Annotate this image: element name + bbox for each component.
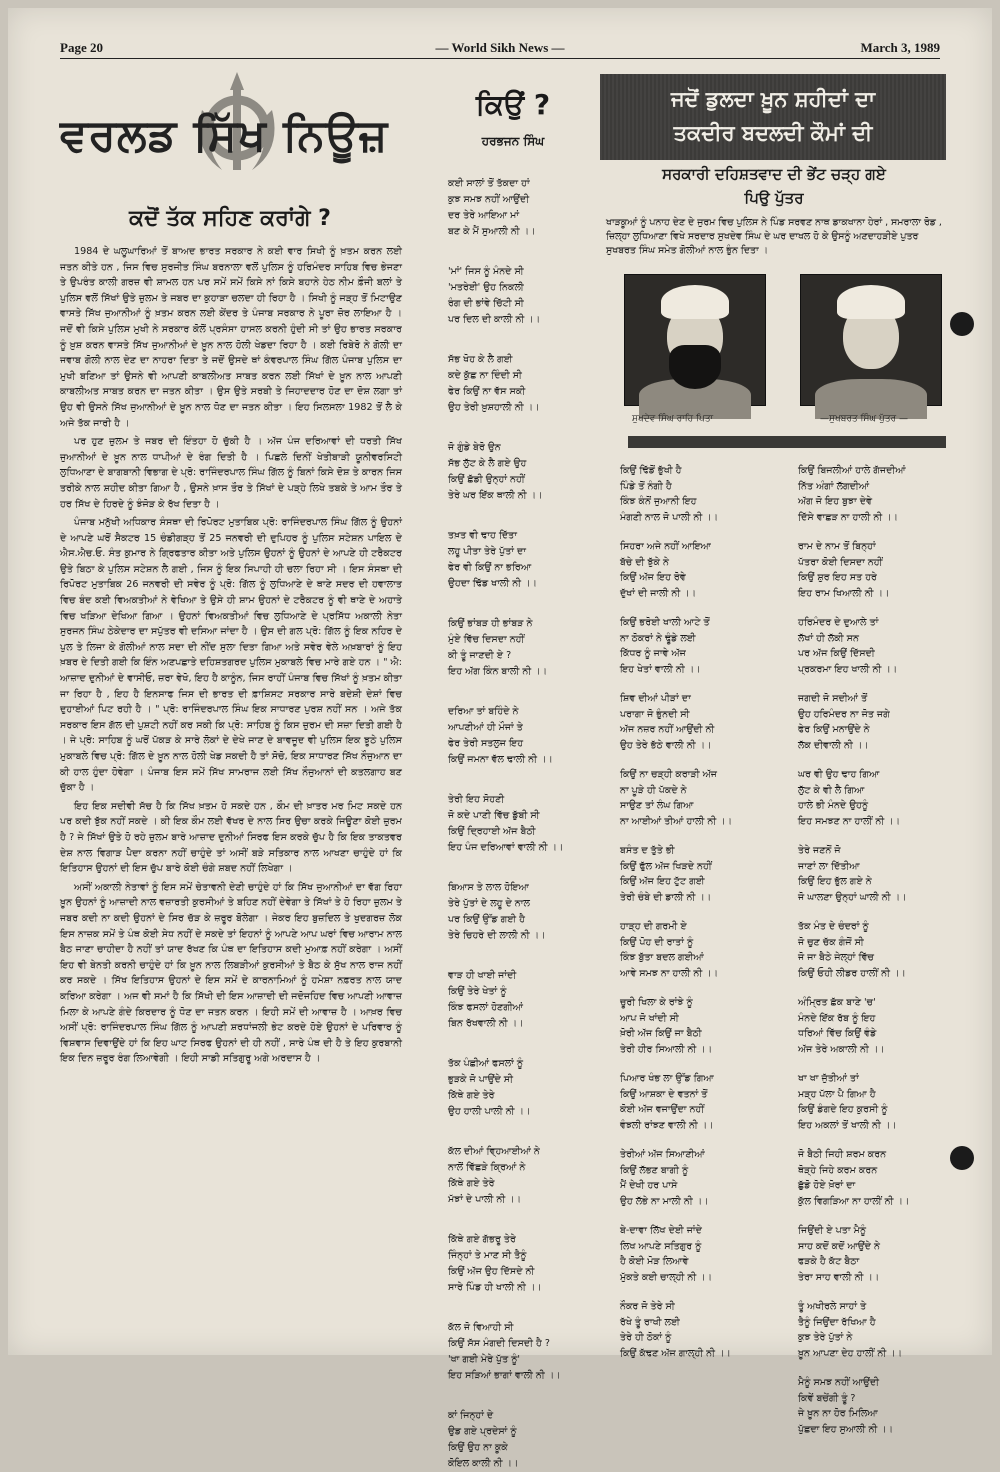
poem-line: ਕਿਉਂ ਫੁੱਲ ਅੱਜ ਖਿੜਦੇ ਨਹੀਂ [620,860,712,872]
poem-line: ਖ਼ੂਨ ਆਪਣਾ ਦੇਹ ਹਾਲੀਂ ਨੀ ।। [798,1347,903,1359]
poem-line: ਕਿਉਂ ਦ੍ਰਿਹਾਈ ਅੱਜ ਬੈਠੀ [448,826,536,837]
poem-line: ਨਾ ਠੋਕਰਾਂ ਨੇ ਢੂੰਡੇ ਲਈ [620,632,696,644]
poem-line: ਅੱਜ ਨਜ਼ਰ ਨਹੀਂ ਆਉਂਦੀ ਨੀ [620,724,715,735]
poem-line: ਕਿੱਥੇ ਗਏ ਤੇਰੇ [448,1178,495,1189]
poem-line: ਹੈ ਕੋਈ ਮੋੜ ਲਿਆਵੇ [620,1256,689,1267]
poem-line: ਕਿਉਂ ਸ਼ੁਰ ਇਹ ਸਤ ਹਰੇ [798,572,877,583]
poem-line: ਜੋ ਗੁੰਡੇ ਬੇਰੋ ਉਨ [448,442,501,453]
poem-line: ਵੰਝਲੀ ਰਾਂਝਣ ਵਾਲੀ ਨੀ ।। [620,1119,714,1131]
poem-line: ਜੋ ਘਾਲਣਾ ਉਨ੍ਹਾਂ ਘਾਲੀ ਨੀ ।। [798,891,907,903]
poem-line: ਕਿਉਂ ਅੱਜ ਇਹ ਰੋਵੇ [620,572,686,583]
poem-stanza [448,1408,598,1472]
poem-line: ਵਾੜ ਹੀ ਖਾਈ ਜਾਂਦੀ [448,970,517,981]
poem-stanza [620,691,770,753]
poem-stanza [448,1232,598,1296]
poem-line: ਕੋਇਲ ਕਾਲੀ ਨੀ ।। [448,1458,519,1469]
poem-line: 'ਮਤਰੇਈ' ਉਹ ਨਿਕਲੀ [448,282,524,293]
poem-line: ਨਾ ਆਈਆਂ ਤੀਆਂ ਹਾਲੀ ਨੀ ।। [620,815,733,827]
poem-line: ਕਿਉਂ ਆਸ਼ਕਾ ਦੇ ਵਤਨਾਂ ਤੋਂ [620,1088,708,1100]
poem-line: ਦਰ ਤੇਰੇ ਆਇਆ ਮਾਂ [448,210,520,221]
poem-line: ਦਿੱਸੇ ਵਾਛੜ ਨਾ ਹਾਲੀ ਨੀ ।। [798,511,898,523]
poem-line: ਜੇ ਖ਼ੂਨ ਨਾ ਹੋਰ ਮਿਲਿਆ [798,1408,878,1419]
poem-line: ਰੱਖੇ ਤੂੰ ਰਾਖੀ ਲਈ [620,1316,680,1328]
poem-line: ਧਰਿਆਂ ਵਿੱਚ ਕਿਉਂ ਵੰਡੇ [798,1028,877,1039]
poem-stanza [620,767,770,829]
poem-line: ਫੇਰ ਕਿਉਂ ਮਨਾਉਂਦੇ ਨੇ [798,724,870,735]
poem-line: ਤਖ਼ਤ ਵੀ ਢਾਹ ਦਿੱਤਾ [448,530,517,541]
poem-line: ਤੇਰੇ ਘਰ ਇੱਕ ਥਾਲੀ ਨੀ ।। [448,490,543,501]
poem-line: ਲੱਖਾਂ ਹੀ ਲੱਕੀ ਸਨ [798,632,859,644]
poem-line: ਤੇਰੀਆਂ ਅੱਜ ਸਿਆਣੀਆਂ [620,1149,705,1160]
poem-line: ਜੋ ਚੁਣ ਚੱਕ ਗੰਜੋਂ ਸੀ [798,936,864,948]
poem-stanza [620,843,770,905]
poem-stanza [620,1223,770,1285]
poem-line: ਜਿਉਂਦੀ ਏ ਪਤਾ ਮੈਨੂੰ [798,1225,867,1236]
son-caption: —ਸੁਖਬਰਤ ਸਿੰਘ ਪੁੱਤਰ — [820,414,908,424]
poem-line: ਖਾ ਖਾ ਜੁੱਤੀਆਂ ਤਾਂ [798,1073,859,1084]
poem-line: ਕਿਉਂ ਓਹੀ ਲੀਡਰ ਹਾਲੀਂ ਨੀ ।। [798,967,906,979]
poem-line: ਮੁੱਕਤੇ ਕਈ ਚਾਲ੍ਹੀ ਨੀ ।। [620,1271,713,1283]
editorial-headline: ਕਦੋਂ ਤੱਕ ਸਹਿਣ ਕਰਾਂਗੇ ? [129,206,331,231]
poem-line: ਤੇਰੀ ਹੀਰ ਸਿਆਲੀ ਨੀ ।। [620,1043,713,1055]
poem-line: ਅੱਗ ਜੋ ਇਹ ਬੁਝਾ ਦੇਵੇ [798,496,873,507]
poem-line: ਇਹ ਸੜਿਆਂ ਭਾਗਾਂ ਵਾਲੀ ਨੀ ।। [448,1370,561,1381]
poem-line: ਮੜ੍ਹ ਪੱਲਾ ਪੈ ਗਿਆ ਹੈ [798,1088,876,1100]
poem-stanza [448,968,598,1032]
poem-line: ਸਾਹ ਕਦੋਂ ਕਦੋਂ ਆਉਂਦੇ ਨੇ [798,1240,880,1252]
poem-column-right [798,463,948,1435]
poem-line: ਕਿਉਂ ਨਾ ਚੜ੍ਹੀ ਕਰਾੜੀ ਅੱਜ [620,769,717,780]
father-caption: ਸੁਖਦੇਵ ਸਿੰਘ ਰਾਹਿ ਪਿਤਾ [632,414,714,424]
poem-line: ਫੇਰ ਤੇਰੀ ਸਤਲੁਜ ਇਹ [448,738,524,749]
poem-stanza [798,691,948,753]
poem-line: ਆਪਣੀਆਂ ਹੀ ਮੌਜਾਂ ਤੇ [448,722,523,733]
poem-line: ਕਿੱਧਰ ਨੂੰ ਜਾਵੇ ਅੱਜ [620,648,686,659]
poem-line: ਉਹ ਲੱਭੇ ਨਾ ਮਾਲੀ ਨੀ ।। [620,1195,709,1207]
poem-stanza [448,176,598,240]
issue-date: March 3, 1989 [860,40,940,55]
poem-column [448,176,598,1469]
poem-line: ਕੀ ਤੂੰ ਜਾਣਦੀ ਏ ? [448,650,512,661]
poem-line: ਤੱਕ ਮੰਤ ਦੇ ਚੰਦਰਾਂ ਨੂੰ [798,921,869,932]
poem-stanza [448,264,598,328]
poem-line: ਸੱਭ ਲੁੱਟ ਕੇ ਲੈ ਗਏ ਉਹ [448,458,527,469]
editorial-paragraph: ਇਹ ਇਕ ਸਦੀਵੀ ਸੱਚ ਹੈ ਕਿ ਸਿੱਖ ਖ਼ਤਮ ਹੋ ਸਕਦੇ ਹਨ , ਕੌਮ ਦੀ ਖ਼ਾਤਰ ਮਰ ਮਿਟ ਸਕਦੇ ਹਨ ਪਰ ਕਦੀ ਝੁੱਕ ਨਹੀਂ ਸਕਦੇ । ਕੀ ਇਕ ਕੌਮ ਲਈ ਵੱਖਰ ਦੇ ਨਾਲ ਸਿਰ ਉਚਾ ਕਰਕੇ ਜਿਊਣਾ ਕੋਈ ਜ਼ੁਰਮ ਹੈ ? ਜੇ ਸਿੱਖਾਂ ਉਤੇ ਹੋ ਰਹੇ ਜ਼ੁਲਮ ਬਾਰੇ ਆਜ਼ਾਦ ਦੁਨੀਆਂ ਸਿਰਫ ਇਸ ਕਰਕੇ ਚੁੱਪ ਹੈ ਕਿ ਇਕ ਤਾਕਤਵਰ ਦੇਸ਼ ਨਾਲ ਵਿਗਾੜ ਪੈਦਾ ਕਰਨਾ ਨਹੀਂ ਚਾਹੁੰਦੇ ਤਾਂ ਅਸੀਂ ਬੜੇ ਸਤਿਕਾਰ ਨਾਲ ਆਖਣਾ ਚਾਹੁੰਦੇ ਹਾਂ ਕਿ ਇਤਿਹਾਸ ਉਹਨਾਂ ਦੀ ਇਸ ਚੁੱਪ ਬਾਰੇ ਕੋਈ ਚੰਗੇ ਸ਼ਬਦ ਨਹੀਂ ਲਿਖੇਗਾ । [60,800,402,875]
poem-line: ਸ਼ਿਵ ਦੀਆਂ ਪੀੜਾਂ ਦਾ [620,693,691,704]
poem-line: ਕਿਉਂ ਡੰਗਦੇ ਇਹ ਕੁਰਸੀ ਨੂੰ [798,1104,888,1115]
poem-line: ਰਾਮ ਦੇ ਨਾਮ ਤੋਂ ਬਿਨ੍ਹਾਂ [798,541,876,552]
poem-line: ਤੇਰੇ ਚਿਹਰੇ ਦੀ ਲਾਲੀ ਨੀ ।। [448,930,546,941]
poem-stanza [448,792,598,856]
binder-hole [950,312,974,336]
poem-line: ਲੱਕ ਦੀਵਾਲੀ ਨੀ ।। [798,739,869,751]
poem-stanza [620,539,770,601]
poem-stanza [620,919,770,981]
poem-line: ਪ੍ਰਕਰਮਾ ਇਹ ਖਾਲੀ ਨੀ ।। [798,663,898,675]
poem-line: ਫੜਕੇ ਹੈ ਕੱਟ ਬੈਠਾ [798,1256,860,1267]
poem-stanza [620,1071,770,1133]
poem-line: ਕੱਲ ਦੀਆਂ ਵ੍ਹਿਆਈਆਂ ਨੇ [448,1146,540,1157]
father-photo [624,274,766,406]
poem-stanza [448,528,598,592]
poem-line: ਜੋ ਜਾ ਬੈਠੇ ਜੇਲ੍ਹਾਂ ਵਿੱਚ [798,952,874,963]
poem-line: ਖ਼ੋਰੀ ਅੱਜ ਕਿਉਂ ਜਾ ਬੈਠੀ [620,1028,702,1039]
poem-stanza [448,1056,598,1120]
poem-line: ਕਿਉਂ ਭਾਂਬੜ ਹੀ ਭਾਂਬੜ ਨੇ [448,618,533,629]
poem-line: ਉਹ ਹਾਲੀ ਪਾਲੀ ਨੀ ।। [448,1106,531,1117]
poem-line: ਲੁੱਟ ਕੇ ਵੀ ਲੈ ਗਿਆ [798,784,865,796]
poem-line: ਮੈਨੂੰ ਸਮਝ ਨਹੀਂ ਆਉਂਦੀ [798,1377,880,1388]
poem-line: ਮੈਂ ਦੇਖੀ ਹਰ ਪਾਸੇ [620,1180,678,1191]
editorial-paragraph: ਪਰ ਹੁਣ ਜ਼ੁਲਮ ਤੇ ਜਬਰ ਦੀ ਇੰਤਹਾ ਹੋ ਚੁੱਕੀ ਹੈ । ਅੱਜ ਪੰਜ ਦਰਿਆਵਾਂ ਦੀ ਧਰਤੀ ਸਿੱਖ ਜੁਆਨੀਆਂ ਦੇ ਖ਼ੂਨ ਨਾਲ ਧਾਪੀਆਂ ਦੇ ਰੰਗ ਦਿਤੀ ਹੈ । ਪਿਛਲੇ ਦਿਨੀਂ ਖੇਤੀਬਾੜੀ ਯੂਨੀਵਰਸਿਟੀ ਲੁਧਿਆਣਾ ਦੇ ਬਾਗਬਾਨੀ ਵਿਭਾਗ ਦੇ ਪ੍ਰੋ: ਰਾਜਿੰਦਰਪਾਲ ਸਿੰਘ ਗਿੱਲ ਨੂੰ ਬਿਨਾਂ ਕਿਸੇ ਦੋਸ਼ ਤੇ ਕਾਰਨ ਜਿਸ ਤਰੀਕੇ ਨਾਲ ਸ਼ਹੀਦ ਕੀਤਾ ਗਿਆ ਹੈ , ਉਸਨੇ ਖ਼ਾਸ ਤੌਰ ਤੇ ਸਿੱਖਾਂ ਦੇ ਪੜ੍ਹੇ ਲਿਖੇ ਤਬਕੇ ਤੇ ਆਮ ਤੌਰ ਤੇ ਹਰ ਸਿੱਖ ਦੇ ਹਿਰਦੇ ਨੂੰ ਝੰਜੋੜ ਕੇ ਰੱਖ ਦਿਤਾ ਹੈ । [60,436,402,510]
poem-line: ਫੇਰ ਕਿਉਂ ਨਾ ਵੱਸ ਸਕੀ [448,386,526,397]
poem-line: ਨੌਕਰ ਜੋ ਤੇਰੇ ਸੀ [620,1301,675,1312]
poem-line: ਪਰ ਕਿਉਂ ਉੱਡ ਗਈ ਹੈ [448,914,525,925]
poem-line: ਹਰਿਮੰਦਰ ਦੇ ਦੁਆਲੇ ਤਾਂ [798,617,879,628]
editorial-paragraph: ਪੰਜਾਬ ਮਨੁੱਖੀ ਅਧਿਕਾਰ ਸੰਸਥਾ ਦੀ ਰਿਪੋਰਟ ਮੁਤਾਬਿਕ ਪ੍ਰੋ: ਰਾਜਿੰਦਰਪਾਲ ਸਿੰਘ ਗਿੱਲ ਨੂੰ ਉਹਨਾਂ ਦੇ ਆਪਣੇ ਘਰੋਂ ਸੈਕਟਰ 15 ਚੰਡੀਗੜ੍ਹ ਤੋਂ 25 ਜਨਵਰੀ ਦੀ ਦੁਪਿਹਰ ਨੂੰ ਪੁਲਿਸ ਸਟੇਸ਼ਨ ਪਾਇਲ ਦੇ ਐਸ.ਐਚ.ਓ. ਸੰਤ ਕੁਮਾਰ ਨੇ ਗ੍ਰਿਫਤਾਰ ਕੀਤਾ ਅਤੇ ਪੁਲਿਸ ਉਹਨਾਂ ਨੂੰ ਉਹਨਾਂ ਦੇ ਆਪਣੇ ਹੀ ਟਰੈਕਟਰ ਉਤੇ ਬਿਠਾ ਕੇ ਪੁਲਿਸ ਸਟੇਸ਼ਨ ਲੈ ਗਈ , ਜਿਸ ਨੂੰ ਇਕ ਸਿਪਾਹੀ ਹੀ ਚਲਾ ਰਿਹਾ ਸੀ । ਇਸ ਸੰਸਥਾ ਦੀ ਰਿਪੋਰਟ ਮੁਤਾਬਿਕ 26 ਜਨਵਰੀ ਦੀ ਸਵੇਰ ਨੂੰ ਪ੍ਰੋ: ਗਿੱਲ ਨੂੰ ਲੁਧਿਆਣੇ ਦੇ ਥਾਣੇ ਸਦਰ ਦੀ ਹਵਾਲਾਤ ਵਿਚ ਬੰਦ ਕਈ ਵਿਅਕਤੀਆਂ ਨੇ ਵੇਖਿਆ ਤੇ ਉਸੇ ਹੀ ਸ਼ਾਮ ਉਹਨਾਂ ਦੇ ਟਰੈਕਟਰ ਨੂੰ ਵੀ ਥਾਣੇ ਦੇ ਅਹਾਤੇ ਵਿਚ ਖੜਿਆ ਦੇਖਿਆ ਗਿਆ । ਉਹਨਾਂ ਵਿਅਕਤੀਆਂ ਵਿਚ ਲੁਧਿਆਣੇ ਦੇ ਪ੍ਰਸਿੱਧ ਅਕਾਲੀ ਨੇਤਾ ਸੁਰਜਨ ਸਿੰਘ ਠੇਕੇਦਾਰ ਦਾ ਸਪੁੱਤਰ ਵੀ ਦਸਿਆ ਜਾਂਦਾ ਹੈ । ਉਸ ਦੀ ਗਲ ਪ੍ਰੋ: ਗਿੱਲ ਨੂੰ ਇਕ ਨਹਿਰ ਦੇ ਪੁਲ ਤੇ ਲਿਜਾ ਕੇ ਗੋਲੀਆਂ ਨਾਲ ਸਦਾ ਦੀ ਨੀਂਦ ਸੁਲਾ ਦਿਤਾ ਗਿਆ ਅਤੇ ਸਵੇਰ ਵੇਲੇ ਅਖ਼ਬਾਰਾਂ ਨੂੰ ਇਹ ਖ਼ਬਰ ਦੇ ਦਿਤੀ ਗਈ ਕਿ ਇੰਨ ਅਣਪਛਾਤੇ ਦਹਿਸ਼ਤਗਰਦ ਪੁਲਿਸ ਮੁਕਾਬਲੇ ਵਿਚ ਮਾਰੇ ਗਏ ਹਨ । " ਐ: ਆਜ਼ਾਦ ਦੁਨੀਆਂ ਦੇ ਵਾਸੀਓ, ਜ਼ਰਾ ਵੇਖੋ, ਇਹ ਹੈ ਕਾਨੂੰਨ, ਜਿਸ ਰਾਹੀਂ ਪੰਜਾਬ ਵਿਚ ਸਿੱਖਾਂ ਨੂੰ ਖ਼ਤਮ ਕੀਤਾ ਜਾ ਰਿਹਾ ਹੈ , ਇਹ ਹੈ ਇਨਸਾਫ ਜਿਸ ਦੀ ਭਾਰਤ ਦੀ ਫ਼ਾਸ਼ਿਸਟ ਸਰਕਾਰ ਸਾਰੇ ਬਦੇਸ਼ੀ ਦੇਸ਼ਾਂ ਵਿਚ ਦੁਹਾਈਆਂ ਪਿਟ ਰਹੀ ਹੈ । " ਪ੍ਰੋ: ਰਾਜਿੰਦਰਪਾਲ ਸਿੰਘ ਇਕ ਸਾਧਾਰਣ ਪੁਰਸ਼ ਨਹੀਂ ਸਨ । ਅਜੇ ਤੱਕ ਸਰਕਾਰ ਇਸ ਗੱਲ ਦੀ ਪੁਸ਼ਟੀ ਨਹੀਂ ਕਰ ਸਕੀ ਕਿ ਪ੍ਰੋ: ਸਾਹਿਬ ਨੂੰ ਕਿਸ ਜ਼ੁਰਮ ਦੀ ਸਜ਼ਾ ਦਿਤੀ ਗਈ ਹੈ । ਜੇ ਪ੍ਰੋ: ਸਾਹਿਬ ਨੂੰ ਘਰੋਂ ਪੱਕੜ ਕੇ ਸਾਰੇ ਲੋਕਾਂ ਦੇ ਦੇਖੇ ਜਾਣ ਦੇ ਬਾਵਜੂਦ ਵੀ ਪੁਲਿਸ ਇਕ ਝੂਠੇ ਪੁਲਿਸ ਮੁਕਾਬਲੇ ਵਿਚ ਪ੍ਰੋ: ਗਿੱਲ ਦੇ ਖ਼ੂਨ ਨਾਲ ਹੋਲੀ ਖੇਡ ਸਕਦੀ ਹੈ ਤਾਂ ਸੋਚੋ, ਇਕ ਸਾਧਾਰਣ ਸਿੱਖ ਨੌਜੁਆਨ ਦਾ ਕੀ ਹਾਲ ਹੁੰਦਾ ਹੋਵੇਗਾ । ਪੰਜਾਬ ਇਸ ਸਮੇਂ ਸਿੱਖ ਸਾਮਰਾਜ ਲਈ ਸਿੱਖ ਨੌਜੁਆਨਾਂ ਦੀ ਕਤਲਗਾਹ ਬਣ ਚੁੱਕਾ ਹੈ । [60,517,402,794]
poem-line: ਤੇਰਾ ਸਾਹ ਵਾਲੀ ਨੀ ।। [798,1271,880,1283]
poem-line: ਮੰਗਣੀ ਨਾਲ ਜੋ ਪਾਲੀ ਨੀ ।। [620,511,719,523]
poem-line: ਬੱਚੇ ਦੀ ਝੁੱਕੇ ਨੇ [620,556,669,568]
poem-line: ਕਿਉਂ ਸੱਸ ਮੰਗਦੀ ਦਿਸਦੀ ਹੈ ? [448,1338,550,1349]
poem-line: ਇਹ ਸਮਝਣ ਨਾ ਹਾਲੀਂ ਨੀ ।। [798,815,901,827]
poem-line: ਕਿਉਂ ਪੋਹ ਦੀ ਰਾਤਾਂ ਨੂੰ [620,936,694,948]
poem-line: ਸੱਭ ਖੋਹ ਕੇ ਲੈ ਗਈ [448,354,513,365]
poem-line: ਤੇਰੀ ਇਹ ਸੋਹਣੀ [448,794,505,805]
poem-line: 'ਖਾ ਗਈ ਮੇਰੇ ਪੁੱਤ ਨੂੰ' [448,1354,520,1365]
poem-stanza [620,995,770,1057]
poem-stanza [448,440,598,504]
poem-line: ਥੋੜ੍ਹੇ ਜਿਹੇ ਕਰਮ ਕਰਨ [798,1164,878,1176]
poem-line: ਚੂਰੀ ਖਿਲਾ ਕੇ ਰਾਂਝੇ ਨੂੰ [620,997,693,1008]
poem-line: ਬੇ-ਦਾਵਾ ਲਿੱਖ ਦੇਈ ਜਾਂਦੇ [620,1225,702,1236]
poem-line: ਕਿੱਥੇ ਗਏ ਤੇਰੇ [448,1090,495,1101]
poem-line: ਉਹ ਤੇਰੀ ਖ਼ੁਸ਼ਹਾਲੀ ਨੀ ।। [448,402,540,413]
poem-line: ਬਿਆਸ ਤੇ ਲਾਲ ਹੋਇਆ [448,882,529,893]
poem-stanza [798,615,948,677]
poem-line: ਕਿਉਂ ਲੱਭਣ ਬਾਗੀ ਨੂੰ [620,1164,689,1176]
poem-line: ਰੰਗ ਦੀ ਭਾਂਵੇ ਚਿੱਟੀ ਸੀ [448,298,524,309]
poem-line: ਹਾਲੇ ਭੀ ਮੰਨਦੇ ਉਹਨੂੰ [798,800,869,811]
poem-line: ਇਹ ਪੰਜ ਦਰਿਆਵਾਂ ਵਾਲੀ ਨੀ ।। [448,842,564,853]
poem-line: ਉਹ ਤੇਰੇ ਭੱਠੇ ਵਾਲੀ ਨੀ ।। [620,739,712,751]
feature-headline-line-1: ਸਰਕਾਰੀ ਦਹਿਸ਼ਤਵਾਦ ਦੀ ਭੇਂਟ ਚੜ੍ਹ ਗਏ [662,165,886,183]
poem-line: ਕਈ ਸਾਲਾਂ ਤੋਂ ਤੱਕਦਾ ਹਾਂ [448,178,530,189]
poem-line: ਕਿਉਂ ਜਮਨਾ ਵੱਲ ਢਾਲੀ ਨੀ ।। [448,754,553,765]
poem-line: ਕਿਉਂ ਇਹ ਭੁੱਲ ਗਏ ਨੇ [798,876,872,887]
poem-line: ਭੁੜਕੇ ਜੋ ਪਾਉਂਦੇ ਸੀ [448,1074,513,1085]
poem-line: ਸਾਰੇ ਪਿੰਡ ਹੀ ਖਾਲੀ ਨੀ ।। [448,1282,542,1293]
feature-lead: ਖਾੜਕੂਆਂ ਨੂੰ ਪਨਾਹ ਦੇਣ ਦੇ ਜੁਰਮ ਵਿਚ ਪੁਲਿਸ ਨੇ ਪਿੰਡ ਸਰਵਣ ਨਾਥ ਡਾਕਖਾਨਾ ਹੇਰਾਂ , ਸਮਰਾਲਾ ਰੋਡ , ਜ਼ਿਲ੍ਹਾ ਲੁਧਿਆਣਾ ਵਿਖੇ ਸਰਦਾਰ ਸੁਖਦੇਵ ਸਿੰਘ ਦੇ ਘਰ ਦਾਖਲ ਹੋ ਕੇ ਉਸਨੂੰ ਅਣਦਾਹੜੀਏ ਪੁਤਰ ਸੁਖਬਰਤ ਸਿੰਘ ਸਮੇਤ ਗੋਲੀਆਂ ਨਾਲ ਭੁੰਨ ਦਿਤਾ । [606,217,942,256]
poem-line: 'ਮਾਂ' ਜਿਸ ਨੂੰ ਮੰਨਦੇ ਸੀ [448,266,524,277]
poem-stanza [448,352,598,416]
poem-line: ਕਾਂ ਜਿਨ੍ਹਾਂ ਦੇ [448,1410,494,1421]
editorial-paragraph: 1984 ਦੇ ਘਲੂਘਾਰਿਆਂ ਤੋਂ ਬਾਅਦ ਭਾਰਤ ਸਰਕਾਰ ਨੇ ਕਈ ਵਾਰ ਸਿਖੀ ਨੂੰ ਖ਼ਤਮ ਕਰਨ ਲਈ ਜਤਨ ਕੀਤੇ ਹਨ , ਜਿਸ ਵਿਚ ਸੁਰਜੀਤ ਸਿੰਘ ਬਰਨਾਲਾ ਵਲੋਂ ਪੁਲਿਸ ਨੂੰ ਹਰਿਮੰਦਰ ਸਾਹਿਬ ਵਿਚ ਭੇਜਣਾ ਤੇ ਉਪਰੰਤ ਕਾਲੀ ਗਰਜ਼ ਵੀ ਸ਼ਾਮਲ ਹਨ ਪਰ ਸਮੇਂ ਸਮੇਂ ਕਿਸੇ ਨਾਂ ਕਿਸੇ ਬਹਾਨੇ ਹੇਠ ਨੀਮ ਫ਼ੌਜੀ ਬਲਾਂ ਤੇ ਪੁਲਿਸ ਵਲੋਂ ਸਿੱਖਾਂ ਉਤੇ ਜ਼ੁਲਮ ਤੇ ਜਬਰ ਦਾ ਕੁਹਾੜਾ ਚਲਦਾ ਹੀ ਰਿਹਾ ਹੈ । ਸਿਖੀ ਨੂੰ ਜੜ੍ਹ ਤੋਂ ਮਿਟਾਉਣ ਵਾਸਤੇ ਸਿੱਖ ਜੁਆਨੀਆਂ ਨੂੰ ਖ਼ਤਮ ਕਰਨ ਲਈ ਕੇਂਦਰ ਤੇ ਪੰਜਾਬ ਸਰਕਾਰ ਨੇ ਪੂਰਾ ਜ਼ੋਰ ਲਾਇਆ ਹੈ । ਜਦੋਂ ਵੀ ਕਿਸੇ ਪੁਲਿਸ ਮੁਖੀ ਨੇ ਸਰਕਾਰ ਕੋਲੋਂ ਪ੍ਰਸੰਸਾ ਹਾਸਲ ਕਰਨੀ ਹੁੰਦੀ ਸੀ ਤਾਂ ਉਹ ਭਾਰਤ ਸਰਕਾਰ ਨੂੰ ਖ਼ੁਸ਼ ਕਰਨ ਵਾਸਤੇ ਸਿੱਖ ਜੁਆਨੀਆਂ ਦੇ ਖ਼ੂਨ ਨਾਲ ਹੋਲੀ ਖੇਡਦਾ ਰਿਹਾ ਹੈ । ਕਈ ਰਿਬੇਰੋ ਨੇ ਗੋਲੀ ਦਾ ਜਵਾਬ ਗੋਲੀ ਨਾਲ ਦੇਣ ਦਾ ਨਾਹਰਾ ਦਿਤਾ ਤੇ ਜਦੋਂ ਉਸਦੇ ਥਾਂ ਕੰਵਰਪਾਲ ਸਿੰਘ ਗਿੱਲ ਪੰਜਾਬ ਪੁਲਿਸ ਦਾ ਮੁਖੀ ਬਣਿਆ ਤਾਂ ਉਸਨੇ ਵੀ ਆਪਣੀ ਕਾਬਲੀਅਤ ਸਾਬਤ ਕਰਨ ਲਈ ਸਿੱਖਾਂ ਦੇ ਖ਼ੂਨ ਨਾਲ ਆਪਣੀ ਕਾਬਲੀਅਤ ਸਾਬਤ ਕਰਨ ਦਾ ਜਤਨ ਕੀਤਾ । ਉਸ ਉਤੇ ਸਰਬੀ ਤੇ ਜਿਹਾਦਦਾਰ ਹੋਣ ਦਾ ਦੋਸ਼ ਲਗਾ ਤਾਂ ਉਹ ਵੀ ਉਸਨੇ ਸਿੱਖ ਜੁਆਨੀਆਂ ਦੇ ਖ਼ੂਨ ਨਾਲ ਧੋਣ ਦਾ ਜਤਨ ਕੀਤਾ । ਇਹ ਸਿਲਸਲਾ 1982 ਤੋਂ ਲੈ ਕੇ ਅਜੇ ਤੱਕ ਜਾਰੀ ਹੈ । [60,246,402,429]
poem-line: ਮੱਝਾਂ ਦੇ ਪਾਲੀ ਨੀ ।। [448,1194,522,1205]
poem-line: ਉਹ ਹਰਿਮੰਦਰ ਨਾ ਜੋਤ ਜਗੇ [798,708,890,720]
poem-line: ਲਹੂ ਪੀਤਾ ਤੇਰੇ ਪੁੱਤਾਂ ਦਾ [448,546,526,557]
poem-line: ਇਹ ਖੇਤਾਂ ਵਾਲੀ ਨੀ ।। [620,663,701,675]
poem-line: ਪਰਾਗਾ ਜੋ ਭੁੰਨਦੀ ਸੀ [620,708,690,720]
banner-line-1: ਜਦੋਂ ਡੁਲਦਾ ਖ਼ੂਨ ਸ਼ਹੀਦਾਂ ਦਾ [670,87,876,111]
poem-line: ਕਿੰਝ ਕੰਨੋਂ ਜੁਆਨੀ ਇਹ [620,496,697,507]
poem-stanza [620,615,770,677]
poem-author: ਹਰਭਜਨ ਸਿੰਘ [481,134,545,148]
poem-line: ਪੱਤਰਾ ਕੋਈ ਦਿਸਦਾ ਨਹੀਂ [798,556,883,568]
poem-line: ਕਿਉਂ ਢਿੱਡੋਂ ਭੁੱਖੀ ਹੈ [620,465,682,476]
section-divider [628,436,946,448]
poem-stanza [798,1071,948,1133]
editorial-paragraph: ਅਸੀਂ ਅਕਾਲੀ ਨੇਤਾਵਾਂ ਨੂੰ ਇਸ ਸਮੇਂ ਚੇਤਾਵਨੀ ਦੇਣੀ ਚਾਹੁੰਦੇ ਹਾਂ ਕਿ ਸਿੱਖ ਜੁਆਨੀਆਂ ਦਾ ਵੱਗ ਰਿਹਾ ਖ਼ੂਨ ਉਹਨਾਂ ਨੂੰ ਆਜ਼ਾਦੀ ਨਾਲ ਵਜ਼ਾਰਤੀ ਕੁਰਸੀਆਂ ਤੇ ਬਹਿਣ ਨਹੀਂ ਦੇਵੇਗਾ ਤੇ ਸਿੱਖਾਂ ਤੇ ਹੋ ਰਿਹਾ ਜ਼ੁਲਮ ਤੇ ਜਬਰ ਕਦੀ ਨਾ ਕਦੀ ਉਹਨਾਂ ਦੇ ਸਿਰ ਚੱੜ ਕੇ ਜ਼ਰੂਰ ਬੋਲੇਗਾ । ਜੇਕਰ ਇਹ ਬੁਜ਼ਦਿਲ ਤੇ ਖੁਦਗਰਜ਼ ਲੋਕ ਇਸ ਨਾਜ਼ਕ ਸਮੇਂ ਤੇ ਪੰਥ ਕੋਈ ਸੇਧ ਨਹੀਂ ਦੇ ਸਕਦੇ ਤਾਂ ਇਹਨਾਂ ਨੂੰ ਆਪਣੇ ਆਪ ਘਰਾਂ ਵਿਚ ਆਰਾਮ ਨਾਲ ਬੈਠ ਜਾਣਾ ਚਾਹੀਦਾ ਹੈ ਨਹੀਂ ਤਾਂ ਯਾਦ ਰੱਖਣ ਕਿ ਪੰਥ ਦਾ ਇਤਿਹਾਸ ਕਦੀ ਮੁਆਫ਼ ਨਹੀਂ ਕਰੇਗਾ । ਅਸੀਂ ਇਹ ਵੀ ਬੇਨਤੀ ਕਰਨੀ ਚਾਹੁੰਦੇ ਹਾਂ ਕਿ ਖ਼ੂਨ ਨਾਲ ਲਿਬੜੀਆਂ ਕੁਰਸੀਆਂ ਤੇ ਬੈਠ ਕੇ ਸੁੱਖ ਨਾਲ ਰਾਜ ਨਹੀਂ ਕਰ ਸਕਦੇ । ਸਿੱਖ ਇਤਿਹਾਸ ਉਹਨਾਂ ਦੇ ਇਸ ਸਮੇਂ ਦੇ ਕਾਰਨਾਮਿਆਂ ਨੂੰ ਹਮੇਸ਼ਾ ਨਫ਼ਰਤ ਨਾਲ ਯਾਦ ਕਰਿਆ ਕਰੇਗਾ । ਅਜ ਵੀ ਸਮਾਂ ਹੈ ਕਿ ਸਿੱਖੀ ਦੀ ਇਸ ਆਜ਼ਾਦੀ ਦੀ ਜਦੋਜਹਿਦ ਵਿਚ ਆਪਣੀ ਆਵਾਜ਼ ਮਿਲਾ ਕੇ ਆਪਣੇ ਗੰਦੇ ਕਿਰਦਾਰ ਨੂੰ ਧੋਣ ਦਾ ਜਤਨ ਕਰਨ । ਇਹੀ ਸਮੇਂ ਦੀ ਆਵਾਜ਼ ਹੈ । ਆਖ਼ਰ ਵਿਚ ਅਸੀਂ ਪ੍ਰੋ: ਰਾਜਿੰਦਰਪਾਲ ਸਿੰਘ ਗਿੱਲ ਨੂੰ ਆਪਣੀ ਸ਼ਰਧਾਂਜਲੀ ਭੇਟ ਕਰਦੇ ਹੋਏ ਉਹਨਾਂ ਦੇ ਪਰਿਵਾਰ ਨੂੰ ਵਿਸ਼ਵਾਸ ਦਿਵਾਉਂਦੇ ਹਾਂ ਕਿ ਇਹ ਘਾਟ ਸਿਰਫ ਉਹਨਾਂ ਦੀ ਹੀ ਨਹੀਂ , ਸਾਰੇ ਪੰਥ ਦੀ ਹੈ ਤੇ ਇਹ ਕੁਰਬਾਨੀ ਇਕ ਦਿਨ ਜ਼ਰੂਰ ਰੰਗ ਲਿਆਵੇਗੀ । ਇਹੀ ਸਾਡੀ ਸਤਿਗੁਰੂ ਅਗੇ ਅਰਦਾਸ ਹੈ । [60,881,402,1065]
poem-line: ਸਿਹਰਾ ਅਜੇ ਨਹੀਂ ਆਇਆ [620,541,711,552]
poem-line: ਦਰਿਆ ਤਾਂ ਬਹਿੰਦੇ ਨੇ [448,706,519,717]
feature-headline [604,162,944,210]
poem-column-left [620,463,770,1359]
poem-line: ਇਹ ਅਕਲਾਂ ਤੋਂ ਖਾਲੀ ਨੀ ।। [798,1119,897,1131]
poem-line: ਬਿਨ ਰੱਖਵਾਲੀ ਨੀ ।। [448,1018,524,1029]
poem-line: ਤੇਰੇ ਜਣਨੋਂ ਜੋ [798,845,841,856]
poem-line: ਪੁੱਛਦਾ ਇਹ ਸੁਆਲੀ ਨੀ ।। [798,1423,894,1435]
poem-line: ਫੇਰ ਵੀ ਕਿਉਂ ਨਾ ਭਰਿਆ [448,562,532,573]
poem-line: ਕੁੱਲ ਵਿਗੜਿਆ ਨਾ ਹਾਲੀਂ ਨੀ ।। [798,1195,910,1207]
poem-line: ਪਰ ਦਿਲ ਦੀ ਕਾਲੀ ਨੀ ।। [448,314,541,325]
poem-stanza [798,1299,948,1361]
poem-line: ਆਪ ਜੋ ਖਾਂਦੀ ਸੀ [620,1012,679,1024]
poem-line: ਕਿਉਂ ਛੱਡੀ ਉਨ੍ਹਾਂ ਨਹੀਂ [448,474,525,485]
poem-line: ਬਣ ਕੇ ਮੈਂ ਸੁਆਲੀ ਨੀ ।। [448,226,536,237]
poem-line: ਤੇਰੀ ਚੰਬੇ ਦੀ ਡਾਲੀ ਨੀ ।। [620,891,712,903]
poem-stanza [798,463,948,525]
poem-line: ਜਗਦੀ ਜੋ ਸਦੀਆਂ ਤੋਂ [798,693,868,704]
poem-line: ਜੋ ਕਦੇ ਪਾਣੀ ਵਿੱਚ ਡੁੱਬੀ ਸੀ [448,810,540,821]
editorial-body [60,244,402,1334]
poem-stanza [798,843,948,905]
poem-line: ਉਡ ਗਏ ਪ੍ਰਦੇਸਾਂ ਨੂੰ [448,1426,517,1437]
poem-line: ਮੁੰਏ ਵਿੱਚ ਦਿਸਦਾ ਨਹੀਂ [448,634,525,645]
poem-line: ਹਾੜ੍ਹ ਦੀ ਗਰਮੀ ਏ [620,921,687,932]
poem-line: ਕਿਉਂ ਕੱਢਣ ਅੱਜ ਗਾਲ੍ਹੀ ਨੀ ।। [620,1347,731,1359]
poem-line: ਕੁਝ ਸਮਝ ਨਹੀਂ ਆਉਂਦੀ [448,194,530,205]
poem-line: ਜੋ ਬੈਠੀ ਜਿਹੀ ਸ਼ਰਮ ਕਰਨ [798,1149,887,1160]
poem-line: ਤੂੰ ਅਖੀਰਲੇ ਸਾਹਾਂ ਤੇ [798,1301,867,1312]
page-header [60,36,940,59]
poem-line: ਘਰ ਵੀ ਉਹ ਢਾਹ ਗਿਆ [798,769,880,780]
poem-line: ਨਾ ਪੂੜੇ ਹੀ ਪੱਕਦੇ ਨੇ [620,784,687,796]
page-number: Page 20 [60,40,103,55]
feature-headline-line-2: ਪਿਉ ਪੁੱਤਰ [744,189,804,207]
poem-stanza [448,704,598,768]
poem-stanza [620,463,770,525]
poem-line: ਕੱਲ ਜੋ ਵਿਆਹੀ ਸੀ [448,1322,514,1333]
poem-line: ਕਿਉਂ ਤੇਰੇ ਖੇਤਾਂ ਨੂੰ [448,986,507,997]
poem-line: ਪਰ ਅੱਜ ਕਿਉਂ ਦਿੱਸਦੀ [798,648,875,659]
poem-line: ਮੰਨਦੇ ਇੱਕ ਰੱਬ ਨੂੰ ਇਹ [798,1012,876,1024]
poem-line: ਤੇਰੇ ਹੀ ਠੋਕਾਂ ਨੂੰ [620,1332,672,1343]
poem-stanza [798,919,948,981]
poem-line: ਦੁੱਖਾਂ ਦੀ ਜਾਲੀ ਨੀ ।। [620,587,697,599]
poem-line: ਕੋਈ ਅੱਜ ਵਜਾਉਂਦਾ ਨਹੀਂ [620,1104,705,1115]
poem-stanza [798,767,948,829]
poem-line: ਕਿੱਥੇ ਗਏ ਗੱਭਰੂ ਤੇਰੇ [448,1234,516,1245]
poem-stanza [798,539,948,601]
poem-line: ਜਿੰਨ੍ਹਾਂ ਤੇ ਮਾਣ ਸੀ ਤੈਨੂੰ [448,1250,527,1261]
poem-line: ਕਿਉਂ ਭਰੋਈ ਖਾਲੀ ਆਟੇ ਤੋਂ [620,617,710,628]
poem-line: ਕਿਵੇਂ ਬਚੇਂਗੀ ਤੂੰ ? [798,1392,856,1404]
poem-line: ਕਦੇ ਕੁੱਛ ਨਾ ਦਿੰਦੀ ਸੀ [448,370,522,381]
poem-stanza [448,616,598,680]
binder-hole [950,1146,974,1170]
newspaper-page [8,8,992,1469]
poem-line: ਜਾਣਾਂ ਲਾ ਦਿੱਤੀਆ [798,860,860,872]
poem-stanza [798,995,948,1057]
poem-stanza [798,1147,948,1209]
poem-stanza [798,1223,948,1285]
poem-line: ਕਿਉਂ ਬਿਜਲੀਆਂ ਹਾਲੇ ਗੱਜਦੀਆਂ [798,465,906,476]
poem-title: ਕਿਉਂ ? [475,88,551,121]
poem-stanza [620,1147,770,1209]
poem-line: ਤੱਕ ਪੰਛੀਆਂ ਫਸਲਾਂ ਨੂੰ [448,1058,524,1069]
poem-line: ਨਿੱਤ ਅੰਗਾਂ ਲੱਗਦੀਆਂ [798,480,870,492]
poem-line: ਕਿਉਂ ਅੱਜ ਇਹ ਟੁੱਟ ਗਈ [620,876,705,887]
poem-line: ਕਿੰਝ ਫਸਲਾਂ ਹੋਣਗੀਆਂ [448,1002,524,1013]
poem-line: ਅੱਜ ਤੇਰੇ ਅਕਾਲੀ ਨੀ ।। [798,1043,885,1055]
poem-line: ਤੇਰੇ ਪੁੱਤਾਂ ਦੇ ਲਹੂ ਦੇ ਨਾਲ [448,898,530,909]
poem-line: ਨਾਲੋਂ ਵਿੱਛੜੇ ਕ੍ਰਿਆਂ ਨੇ [448,1162,526,1173]
poem-line: ਕੁਝ ਤੇਰੇ ਪੁੱਤਾਂ ਨੇ [798,1332,853,1343]
poem-stanza [448,1320,598,1384]
poem-line: ਸਾਉਣ ਤਾਂ ਲੰਘ ਗਿਆ [620,800,694,811]
poem-line: ਉਹਦਾ ਢਿੱਡ ਖਾਲੀ ਨੀ ।। [448,578,537,589]
poem-line: ਪਿੰਡੇ ਤੋਂ ਨੰਗੀ ਹੈ [620,480,672,492]
poem-line: ਇਹ ਰਾਮ ਖਿਆਲੀ ਨੀ ।। [798,587,890,599]
poem-line: ਤੈਨੂੰ ਜਿਉਂਦਾ ਰੱਖਿਆ ਹੈ [798,1316,876,1328]
poem-stanza [798,1375,948,1437]
poem-line: ਕਿਉਂ ਉਹ ਨਾ ਕੂਕੇ [448,1442,508,1453]
poem-line: ਛੁੱਡੋ ਹੋਏ ਖ਼ੋਰਾਂ ਦਾ [798,1180,856,1191]
poem-stanza [620,1299,770,1361]
poem-line: ਬਸੰਤ ਦ ਤੁੱਤੇ ਭੀ [620,845,675,856]
poem-stanza [448,880,598,944]
poem-line: ਲਿਖ ਆਪਣੇ ਸਤਿਗੁਰ ਨੂੰ [620,1240,702,1252]
poem-line: ਕਿੰਝ ਬੁੱਤਾ ਬਦਲ ਗਈਆਂ [620,952,704,963]
poem-line: ਇਹ ਅੱਗ ਕਿੰਨ ਬਾਲੀ ਨੀ ।। [448,666,547,677]
banner-line-2: ਤਕਦੀਰ ਬਦਲਦੀ ਕੌਮਾਂ ਦੀ [673,121,873,145]
poem-line: ਅੰਮ੍ਰਿਤ ਛੱਕ ਬਾਣੇ 'ਚ' [798,997,876,1008]
poem-line: ਪਿਆਰ ਖੰਭ ਲਾ ਉੱਡ ਗਿਆ [620,1073,714,1084]
publication-name: — World Sikh News — [435,40,565,55]
poem-line: ਕਿਉਂ ਅੱਜ ਉਹ ਦਿੱਸਦੇ ਨੀ [448,1266,535,1277]
son-photo [800,274,942,406]
poem-line: ਆਵੇ ਸਮਝ ਨਾ ਹਾਲੀ ਨੀ ।। [620,967,719,979]
feature-banner [600,74,946,160]
poem-stanza [448,1144,598,1208]
logo-title: ਵਰਲਡ ਸਿੱਖ ਨਿਊਜ਼ [60,110,389,161]
newspaper-logo [60,70,410,190]
